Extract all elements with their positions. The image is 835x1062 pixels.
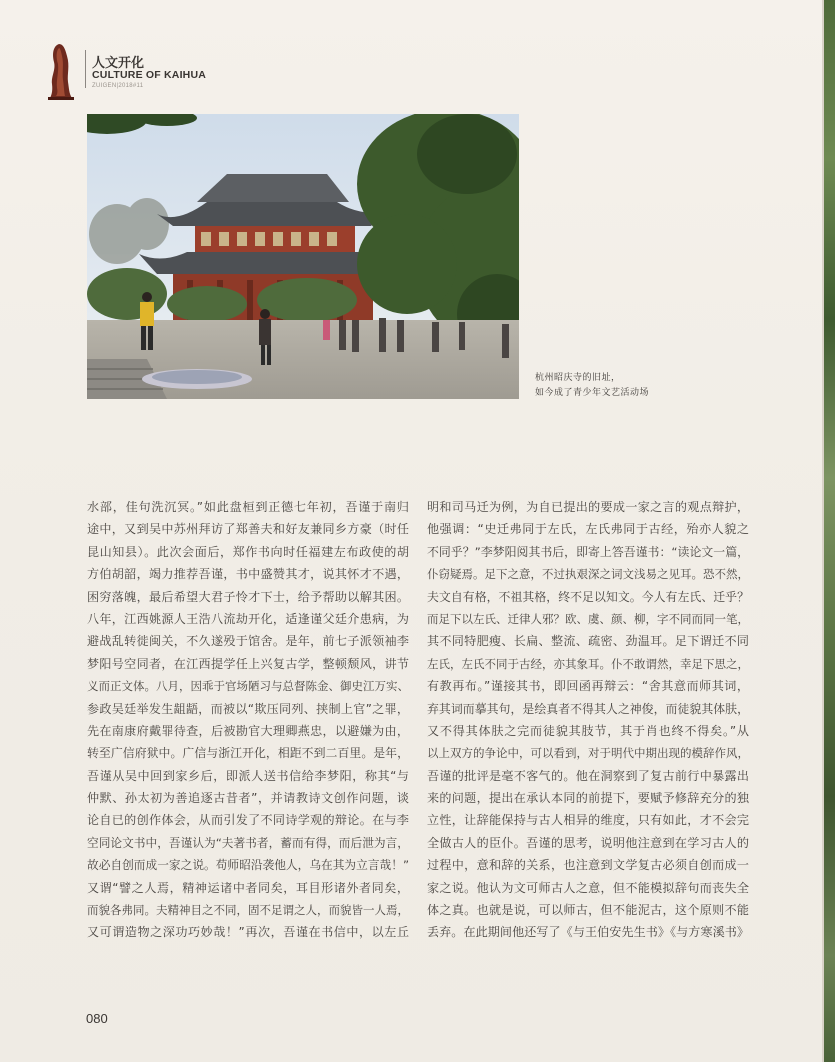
section-title: 人文开化 — [92, 56, 145, 71]
text-line: 转至广信府狱中。广信与浙江开化，相距不到二百里。是年， — [87, 746, 409, 761]
temple-photo — [87, 114, 519, 399]
text-line: 吾谨的批评是毫不客气的。他在洞察到了复古前行中暴露出 — [427, 768, 749, 783]
text-line: 梦阳号空同者，在江西提学任上兴复古学，整顿颓风，讲节 — [87, 656, 409, 671]
text-line: 立性，让辞能保持与古人相异的维度，只有如此，才不会完 — [427, 813, 749, 828]
text-line: 有教再布。”谨接其书，即回函再辩云：“舍其意而师其词， — [427, 679, 749, 694]
text-line: 他强调：“史迁弗同于左氏，左氏弗同于古经，殆亦人貌之 — [427, 522, 749, 537]
text-line: 途中，又到吴中苏州拜访了郑善夫和好友兼同乡方豪（时任 — [87, 522, 409, 537]
text-line: 困穷落魄，最后希望大君子怜才下士，给予帮助以解其困。 — [87, 589, 409, 604]
text-line: 昆山知县）。此次会面后，郑作书向时任福建左布政使的胡 — [87, 544, 409, 559]
text-line: 方伯胡韶，竭力推荐吾谨，书中盛赞其才，说其怀才不遇， — [87, 567, 409, 582]
article-column-left — [87, 496, 409, 944]
text-line: 论自已的创作体会，从而引发了不同诗学观的辩论。在与李 — [87, 813, 409, 828]
text-line: 体之真。也就是说，可以师古，但不能泥古，这个原则不能 — [427, 903, 749, 918]
text-line: 来的问题，提出在承认本同的前提下，要赋予修辞充分的独 — [427, 791, 749, 806]
wood-carving-logo-icon — [47, 42, 75, 100]
text-line: 弃其词而摹其句，是绘真者不得其人之神俊，而徒貌其体肤， — [427, 701, 749, 716]
text-line: 全做古人的臣仆。吾谨的思考，说明他注意到在学习古人的 — [427, 835, 749, 850]
page-number: 080 — [86, 1011, 108, 1026]
section-title-english: CULTURE OF KAIHUA — [92, 69, 207, 81]
caption-line: 杭州昭庆寺的旧址， — [535, 373, 621, 383]
text-line: 其不同特肥瘦、长扁、整流、疏密、劲温耳。足下谓迁不同 — [427, 634, 749, 649]
text-line: 而貌各弗同。夫精神目之不同，固不足谓之人，而貌皆一人焉， — [87, 903, 409, 918]
text-line: 八年，江西姚源人王浩八流劫开化，适逢谨父廷介患病，为 — [87, 611, 409, 626]
text-line: 仲默、孙太初为善追逐古昔者”，并请教诗文创作问题，谈 — [87, 791, 409, 806]
text-line: 过程中，意和辞的关系，也注意到文学复古必须自创而成一 — [427, 858, 749, 873]
header-divider — [85, 50, 86, 88]
text-line: 先在南康府戴罪待查，后被勘官大理卿燕忠，以避嫌为由， — [87, 723, 409, 738]
text-line: 又可谓造物之深功巧妙哉！”再次，吾谨在书信中，以左丘 — [87, 925, 409, 940]
text-line: 夫文自有格，不祖其格，终不足以知文。今人有左氏、迁乎？ — [427, 589, 749, 604]
article-column-right — [427, 496, 749, 944]
text-line: 空同论文书中，吾谨认为“夫著书者，蓄而有得，而后泄为言， — [87, 835, 409, 850]
text-line: 又谓“譬之人焉，精神运诸中者同矣，耳目形诸外者同矣， — [87, 880, 409, 895]
text-line: 左氏，左氏不同于古经，亦其象耳。仆不敢谓然，幸足下思之， — [427, 656, 749, 671]
text-line: 义而正文体。八月，因乖于官场陋习与总督陈金、御史江万实、 — [87, 679, 409, 694]
issue-label: ZUIGEN|2018#11 — [92, 83, 144, 89]
adjacent-page-edge — [822, 0, 835, 1062]
text-line: 而足下以左氏、迁律人邪？欧、虞、颜、柳，字不同而同一笔， — [427, 611, 749, 626]
text-line: 不同乎？”李梦阳阅其书后，即寄上答吾谨书：“读论文一篇， — [427, 544, 749, 559]
text-line: 明和司马迁为例，为自已提出的要成一家之言的观点辩护， — [427, 500, 749, 514]
text-line: 避战乱转徙闽关，不久遂殁于馆舍。是年，前七子派领袖李 — [87, 634, 409, 649]
text-line: 以上双方的争论中，可以看到，对于明代中期出现的模辞作风， — [427, 746, 749, 761]
text-line: 家之说。他认为文可师古人之意，但不能模拟辞句而丧失全 — [427, 880, 749, 895]
text-line: 参政吴廷举发生龃龉，而被以“欺压同列、挟制上官”之罪， — [87, 701, 409, 716]
text-line: 吾谨从吴中回到家乡后，即派人送书信给李梦阳，称其“与 — [87, 768, 409, 783]
text-line: 又不得其体肤之完而徒貌其肢节，其于肖也终不得矣。”从 — [427, 723, 749, 738]
photo-caption — [535, 371, 685, 401]
text-line: 丢弃。在此期间他还写了《与王伯安先生书》《与方寒溪书》 — [427, 925, 749, 940]
text-line: 仆窃疑焉。足下之意，不过执艰深之词文浅易之见耳。恐不然， — [427, 567, 749, 582]
text-line: 故必自创而成一家之说。苟师昭沿袭他人，乌在其为立言哉！” — [87, 858, 409, 873]
caption-line: 如今成了青少年文艺活动场 — [535, 388, 650, 398]
text-line: 水部，佳句洗沉冥。”如此盘桓到正德七年初，吾谨于南归 — [87, 500, 409, 514]
